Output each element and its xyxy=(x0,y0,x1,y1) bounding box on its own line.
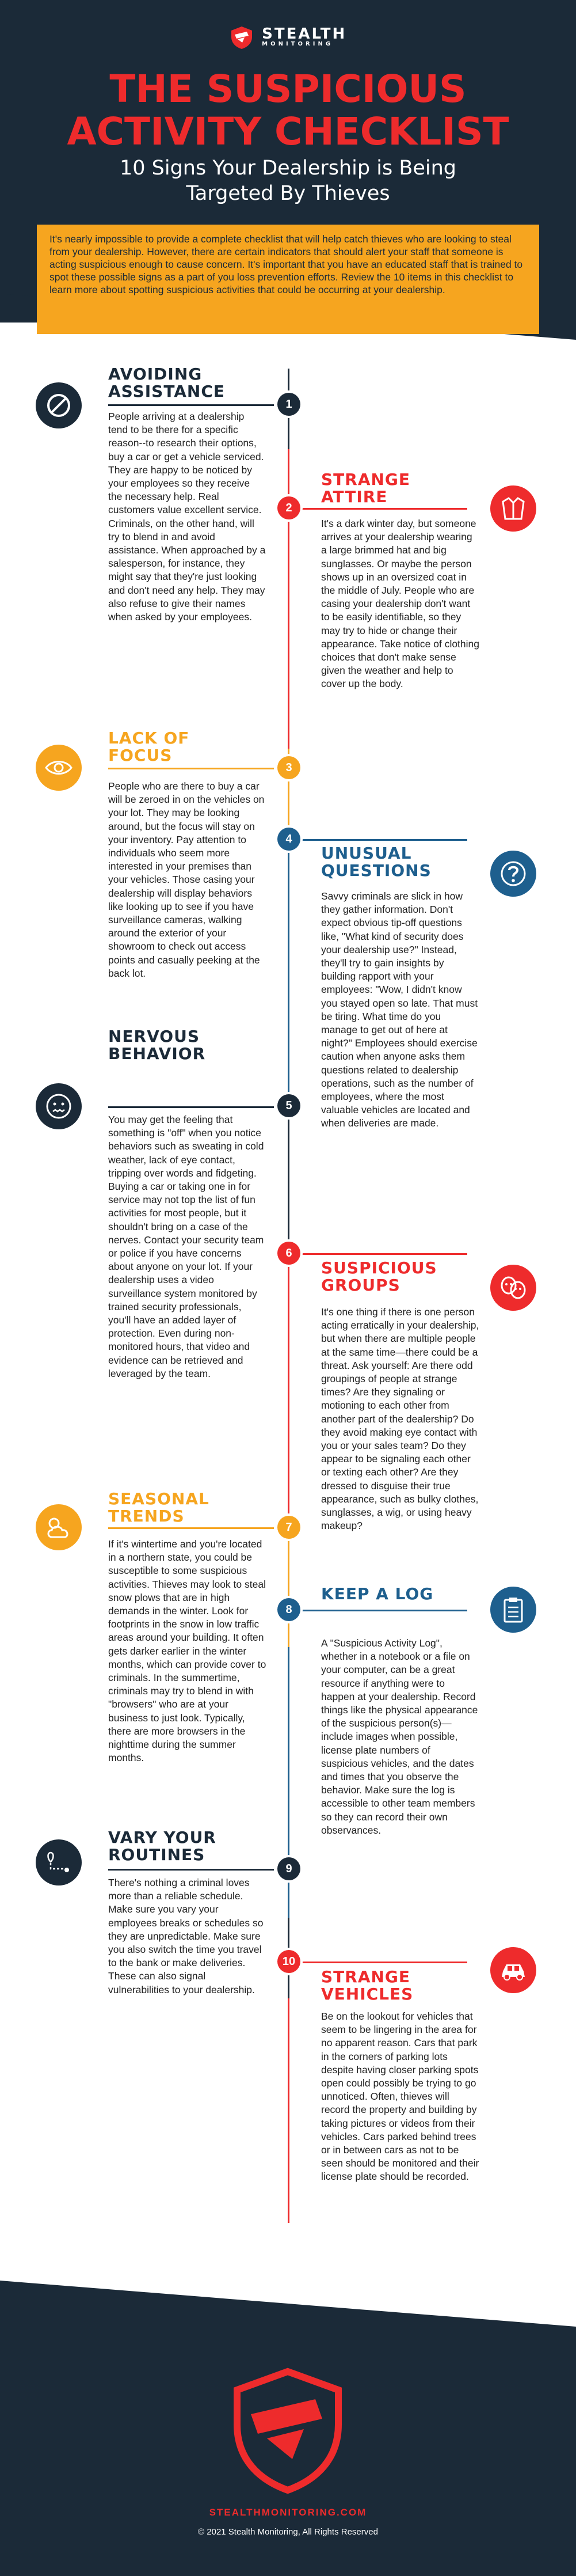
section-3-number-badge: 3 xyxy=(277,756,300,779)
section-3-title-line-1: LACK OF xyxy=(108,729,190,748)
intro-text: It's nearly impossible to provide a complete checklist that will help catch thieves who are looking to steal from your dealership. However, there are certain indicators that should alert your staff that someone is acting suspicious enough to cause concern. It's important that you have an educated staff that is trained to spot these possible signs as a part of you loss prevention efforts. Review the 10 items in this checklist to learn more about spotting suspicious activities that could be occurring at your dealership. xyxy=(49,233,523,295)
car-icon xyxy=(498,1959,528,1982)
footer-url[interactable]: STEALTHMONITORING.COM xyxy=(209,2507,367,2518)
section-5-title-line-2: BEHAVIOR xyxy=(108,1044,206,1063)
header-logo xyxy=(0,25,576,50)
section-10-title xyxy=(321,1968,413,2003)
section-3-body: People who are there to buy a car will be zeroed in on the vehicles on your lot. They may be looking around, but the focus will stay on your inventory. Pay attention to individuals who seem more interested in your premises than your vehicles. Those casing your dealership will display behaviors like looking up to see if you have surveillance cameras, walking around the exterior of your showroom to check out access points and casually peeking at the back lot. xyxy=(108,780,265,979)
section-7-title xyxy=(108,1490,209,1525)
section-6-title xyxy=(321,1259,437,1294)
timeline-segment-2 xyxy=(288,449,289,749)
anxious-face-icon xyxy=(44,1092,73,1121)
section-2-title-line-2: ATTIRE xyxy=(321,487,388,506)
stealth-logo-icon xyxy=(230,25,254,50)
section-8-title-line-1: KEEP A LOG xyxy=(321,1584,434,1603)
section-7-title-line-2: TRENDS xyxy=(108,1507,185,1526)
section-8-title xyxy=(321,1585,433,1603)
section-10-body: Be on the lookout for vehicles that seem to be lingering in the area for no apparent reason. Cars that park in the corners of parking lots despite having closer parking spots open could possibly be trying to go unnoticed. Often, thieves will record the property and building by taking pictures or videos from their vehicles. Cars parked behind trees or in between cars as not to be seen should be monitored and their license plate should be recorded. xyxy=(321,2010,479,2183)
section-1-number-badge: 1 xyxy=(277,393,300,416)
section-9-icon-circle xyxy=(36,1839,82,1885)
page-title xyxy=(0,68,576,153)
section-8-connector xyxy=(300,1610,467,1611)
coat-icon xyxy=(499,495,527,522)
section-5-title-line-1: NERVOUS xyxy=(108,1027,200,1046)
section-5-icon-circle xyxy=(36,1083,82,1129)
section-4-title-line-1: UNUSUAL xyxy=(321,844,412,863)
timeline-segment-4 xyxy=(288,841,289,1106)
section-2-icon-circle xyxy=(490,485,536,532)
section-2-number-badge: 2 xyxy=(277,496,300,519)
section-4-title xyxy=(321,845,432,879)
intro-box xyxy=(37,225,539,334)
section-2-title-line-1: STRANGE xyxy=(321,470,411,489)
section-9-connector xyxy=(108,1869,274,1871)
section-1-connector xyxy=(108,404,274,406)
section-10-title-line-1: STRANGE xyxy=(321,1967,411,1986)
section-4-body: Savvy criminals are slick in how they gather information. Don't expect obvious tip-off questions like, "What kind of security does your dealership use?" Instead, they'll try to gain insights by building rapport with your employees: "Wow, I didn't know you stayed open so late. That must be tiring. What time do you manage to get out of here at night?" Employees should exercise caution when anyone asks them questions related to dealership operations, such as the number of employees, where the most valuable vehicles are located and when deliveries are made. xyxy=(321,890,478,1129)
section-4-connector xyxy=(300,839,467,841)
section-5-title xyxy=(108,1028,205,1063)
section-5-number-badge: 5 xyxy=(277,1094,300,1117)
section-2-connector xyxy=(300,508,467,510)
section-5-connector xyxy=(108,1106,274,1108)
section-1-title-line-2: ASSISTANCE xyxy=(108,382,226,401)
section-10-icon-circle xyxy=(490,1947,536,1993)
page-subtitle xyxy=(0,155,576,206)
clipboard-icon xyxy=(502,1596,525,1623)
logo-wordmark xyxy=(262,27,346,48)
section-10-connector xyxy=(300,1962,467,1963)
section-8-icon-circle xyxy=(490,1587,536,1633)
section-3-connector xyxy=(108,768,274,769)
section-9-title-line-1: VARY YOUR xyxy=(108,1828,216,1847)
timeline-segment-5 xyxy=(288,1106,289,1244)
footer-diagonal-shape xyxy=(0,2281,576,2332)
section-6-title-line-1: SUSPICIOUS xyxy=(321,1258,437,1277)
section-6-icon-circle xyxy=(490,1265,536,1311)
logo-subword: MONITORING xyxy=(262,41,334,47)
subtitle-line-1: 10 Signs Your Dealership is Being xyxy=(119,157,457,180)
section-9-body: There's nothing a criminal loves more than a reliable schedule. Make sure you vary your employees breaks or schedules so they are unpredictable. Make sure you also switch the time you travel to the bank or make deliveries. These can also signal vulnerabilities to your dealership. xyxy=(108,1877,264,1995)
section-4-number-badge: 4 xyxy=(277,828,300,851)
footer-shield-logo-icon xyxy=(230,2367,345,2494)
section-6-connector xyxy=(300,1253,467,1255)
title-line-2: ACTIVITY CHECKLIST xyxy=(67,109,509,154)
logo-word: STEALTH xyxy=(262,25,347,43)
section-9-title-line-2: ROUTINES xyxy=(108,1845,205,1864)
section-8-body: A "Suspicious Activity Log", whether in a notebook or a file on your computer, can be a great resource if anything were to happen at your dealership. Record things like the physical appearance of the suspicious person(s)—include images when possible, license plate numbers of suspicious vehicles, and the dates and times that you observe the behavior. Make sure the log is accessible to other team members so they can record their own observances. xyxy=(321,1637,478,1836)
section-1-title xyxy=(108,366,225,400)
section-3-title xyxy=(108,730,189,764)
section-6-body: It's one thing if there is one person acting erratically in your dealership, but when there are multiple people at the same time—there could be a threat. Ask yourself: Are there odd groupings of people at strange times? Are they signaling or motioning to each other from another part of the dealership? Do they avoid making eye contact with you or your sales team? Do they appear to be signaling each other or texting each other? Are they dressed to disguise their true appearance, such as bulky clothes, sunglasses, a wig, or using heavy makeup? xyxy=(321,1306,479,1532)
section-7-connector xyxy=(108,1527,274,1529)
section-10-number-badge: 10 xyxy=(277,1950,300,1973)
section-7-icon-circle xyxy=(36,1504,82,1550)
section-9-number-badge: 9 xyxy=(277,1857,300,1880)
timeline-segment-10 xyxy=(288,1998,289,2223)
no-entry-icon xyxy=(45,392,73,419)
weather-icon xyxy=(44,1514,74,1541)
masks-icon xyxy=(498,1274,529,1302)
section-4-icon-circle xyxy=(490,851,536,897)
eye-icon xyxy=(44,756,74,779)
section-8-number-badge: 8 xyxy=(277,1598,300,1621)
section-6-title-line-2: GROUPS xyxy=(321,1276,400,1295)
section-3-title-line-2: FOCUS xyxy=(108,746,173,765)
section-2-title xyxy=(321,471,410,506)
section-4-title-line-2: QUESTIONS xyxy=(321,861,432,880)
footer-copyright: © 2021 Stealth Monitoring, All Rights Reserved xyxy=(198,2527,378,2537)
section-9-title xyxy=(108,1829,216,1864)
section-7-number-badge: 7 xyxy=(277,1516,300,1539)
route-icon xyxy=(44,1849,74,1876)
section-10-title-line-2: VEHICLES xyxy=(321,1985,414,2004)
section-5-body: You may get the feeling that something is "off" when you notice behaviors such as sweating in cold weather, lack of eye contact, tripping over words and fidgeting. Buying a car or taking one in for service may not top the list of fun activities for most people, but it shouldn't bring on a case of the nerves. Contact your security team or police if you have concerns about anyone on your lot. If your dealership uses a video surveillance system monitored by trained security professionals, you'll have an added layer of protection. Even during non-monitored hours, that video and evidence can be retrieved and leveraged by the team. xyxy=(108,1114,264,1379)
section-1-body: People arriving at a dealership tend to be there for a specific reason--to research their options, buy a car or get a vehicle serviced. They are happy to be noticed by your employees so they receive the necessary help. Real customers value excellent service. Criminals, on the other hand, will try to blend in and avoid assistance. When approached by a salesperson, for instance, they might say that they're just looking and don't need any help. They may also refuse to give their names when asked by your employees. xyxy=(108,411,266,623)
subtitle-line-2: Targeted By Thieves xyxy=(186,182,390,205)
section-7-title-line-1: SEASONAL xyxy=(108,1489,209,1508)
section-1-icon-circle xyxy=(36,382,82,428)
section-2-body: It's a dark winter day, but someone arrives at your dealership wearing a large brimmed hat and big sunglasses. Or maybe the person shows up in an oversized coat in the middle of July. People who are casing your dealership don't want to be easily identifiable, so they may try to hide or change their appearance. Take notice of clothing choices that don't make sense given the weather and help to cover up the body. xyxy=(321,518,480,690)
section-7-body: If it's wintertime and you're located in a northern state, you could be susceptible to some suspicious activities. Thieves may look to steal snow plows that are in high demands in the winter. Look for footprints in the snow in low traffic areas around your building. It often gets darker earlier in the winter months, which can provide cover to criminals. In the summertime, criminals may try to blend in with "browsers" who are at your business to just look. Typically, there are more browsers in the nighttime during the summer months. xyxy=(108,1538,266,1764)
section-6-number-badge: 6 xyxy=(277,1242,300,1265)
question-icon xyxy=(499,860,527,887)
timeline-segment-6 xyxy=(288,1244,289,1515)
title-line-1: THE SUSPICIOUS xyxy=(109,67,467,111)
section-3-icon-circle xyxy=(36,745,82,791)
section-1-title-line-1: AVOIDING xyxy=(108,365,203,384)
